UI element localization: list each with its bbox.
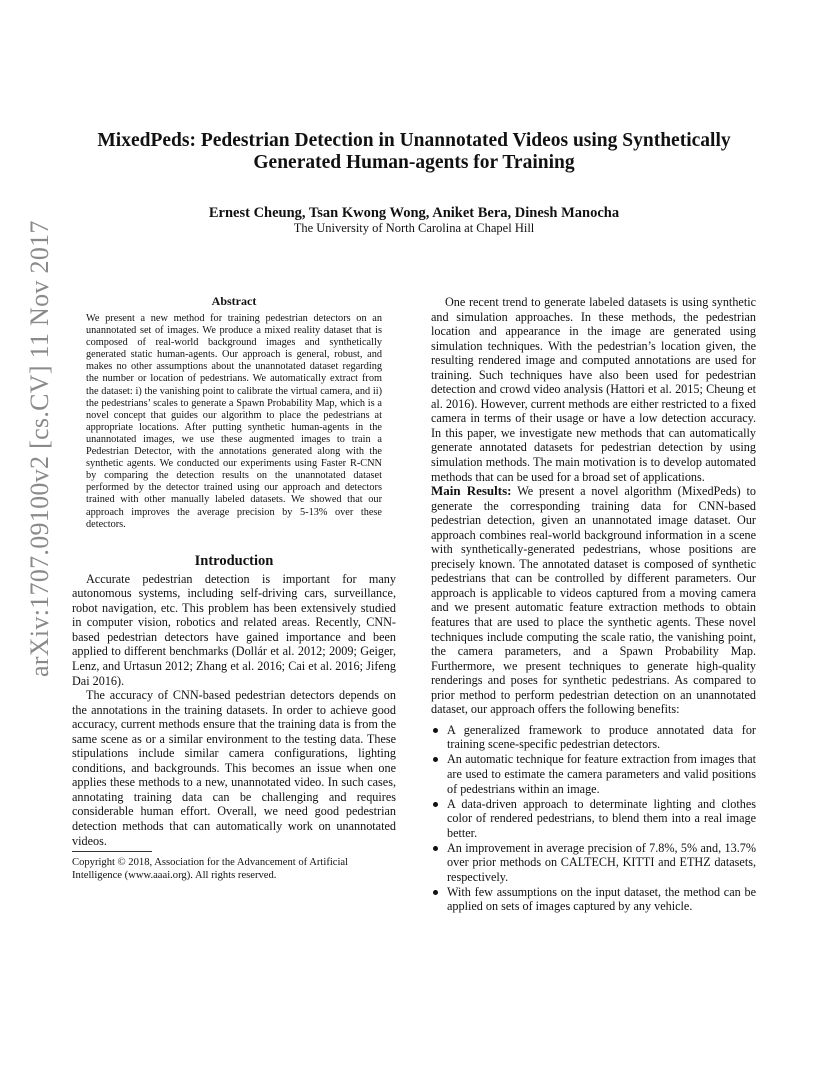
introduction-paragraph-1: Accurate pedestrian detection is important for many autonomous systems, including self-driving cars, surveillance, robot navigation, etc. This problem has been extensively studied in computer vision, robotics and related areas. Recently, CNN-based pedestrian detectors have gained importance and been applied to different benchmarks (Dollár et al. 2012; 2009; Geiger, Lenz, and Urtasun 2012; Zhang et al. 2016; Cai et al. 2016; Jifeng Dai 2016). (72, 571, 396, 688)
introduction-paragraph-2: The accuracy of CNN-based pedestrian detectors depends on the annotations in the training datasets. In order to achieve good accuracy, current methods ensure that the training data is from the same scene as or a similar environment to the testing data. These stipulations include similar camera configurations, lighting conditions, and backgrounds. This becomes an issue when one applies these methods to a new, unannotated video. In such cases, annotating training data can be challenging and requires considerable human effort. Overall, we need good pedestrian detection methods that can automatically work on unannotated videos. (72, 688, 396, 848)
main-results-paragraph (431, 484, 756, 717)
abstract-heading: Abstract (211, 294, 257, 308)
footnote-divider (72, 851, 152, 852)
bullet-icon (433, 846, 438, 851)
left-column (72, 293, 396, 882)
abstract-body: We present a new method for training pedestrian detectors on an unannotated set of images. We produce a mixed reality dataset that is composed of real-world background images and synthetically generated static human-agents. Our approach is general, robust, and makes no other assumptions about the unannotated dataset regarding the number or location of pedestrians. We automatically extract from the dataset: i) the vanishing point to calibrate the virtual camera, and ii) the pedestrians’ scales to generate a Spawn Probability Map, which is a novel concept that guides our algorithm to place the pedestrians at appropriate locations. After putting synthetic human-agents in the unannotated images, we use these augmented images to train a Pedestrian Detector, with the annotations generated along with the synthetic agents. We conducted our experiments using Faster R-CNN by comparing the detection results on the unannotated dataset performed by the detector trained using our approach and detectors trained with other manually labeled datasets. We showed that our approach improves the average precision by 5-13% over these detectors. (86, 313, 382, 530)
author-affiliation: The University of North Carolina at Chapel Hill (293, 221, 535, 235)
benefit-item (431, 723, 756, 752)
bullet-icon (433, 757, 438, 762)
right-column (431, 295, 756, 914)
main-results-text: We present a novel algorithm (MixedPeds) to generate the corresponding training data for CNN-based pedestrian detection, given an unannotated image dataset. Our approach combines real-world background information in a scene with synthetically-generated pedestrians, whose positions are precisely known. The annotated dataset is composed of synthetic pedestrians that can be controlled by different parameters. Our approach is applicable to videos captured from a moving camera and we present automatic feature extraction methods to obtain features that are used to place the synthetic agents. These novel techniques include computing the scale ratio, the vanishing point, the camera parameters, and a Spawn Probability Map. Furthermore, we present techniques to generate high-quality renderings and poses for synthetic pedestrians. As compared to prior method to perform pedestrian detection on an unannotated dataset, our approach offers the following benefits: (431, 484, 757, 717)
introduction-heading: Introduction (194, 552, 274, 569)
benefits-list (431, 723, 756, 914)
bullet-icon (433, 728, 438, 733)
synthetic-datasets-paragraph: One recent trend to generate labeled datasets is using synthetic and simulation approaches. In these methods, the pedestrian location and appearance in the image are generated using simulation techniques. With the pedestrian’s location given, the resulting rendered image and computed annotations are used for training. Such techniques have also been used for pedestrian detection and crowd video analysis (Hattori et al. 2015; Cheung et al. 2016). However, current methods are either restricted to a fixed camera in terms of their usage or have a low detection accuracy. In this paper, we investigate new methods that can automatically generate annotated datasets for pedestrian detection by using simulation methods. The main motivation is to develop automated methods that can be used for a broad set of applications. (431, 295, 756, 484)
benefit-text: An automatic technique for feature extraction from images that are used to estimate the camera parameters and valid positions of pedestrians within an image. (447, 752, 756, 796)
bullet-icon (433, 890, 438, 895)
author-list: Ernest Cheung, Tsan Kwong Wong, Aniket Bera, Dinesh Manocha (208, 205, 620, 221)
benefit-item (431, 885, 756, 914)
benefit-item (431, 797, 756, 841)
benefit-text: A data-driven approach to determinate lighting and clothes color of rendered pedestrians, to blend them into a real image better. (447, 796, 756, 840)
benefit-text: An improvement in average precision of 7.8%, 5% and, 13.7% over prior methods on CALTECH, KITTI and ETHZ datasets, respectively. (447, 840, 756, 884)
benefit-text: With few assumptions on the input dataset, the method can be applied on sets of images captured by any vehicle. (447, 884, 756, 914)
paper-title (60, 130, 768, 174)
copyright-notice: Copyright © 2018, Association for the Advancement of Artificial Intelligence (www.aaai.org). All rights reserved. (72, 857, 349, 882)
paper-title-line-1: MixedPeds: Pedestrian Detection in Unannotated Videos using Synthetically (97, 130, 731, 151)
bullet-icon (433, 802, 438, 807)
paper-title-line-2: Generated Human-agents for Training (253, 152, 575, 173)
benefit-item (431, 752, 756, 796)
main-results-label: Main Results: (431, 483, 512, 499)
arxiv-identifier-text: arXiv:1707.09100v2 [cs.CV] 11 Nov 2017 (25, 220, 54, 677)
benefit-text: A generalized framework to produce annotated data for training scene-specific pedestrian detectors. (447, 722, 756, 752)
benefit-item (431, 841, 756, 885)
